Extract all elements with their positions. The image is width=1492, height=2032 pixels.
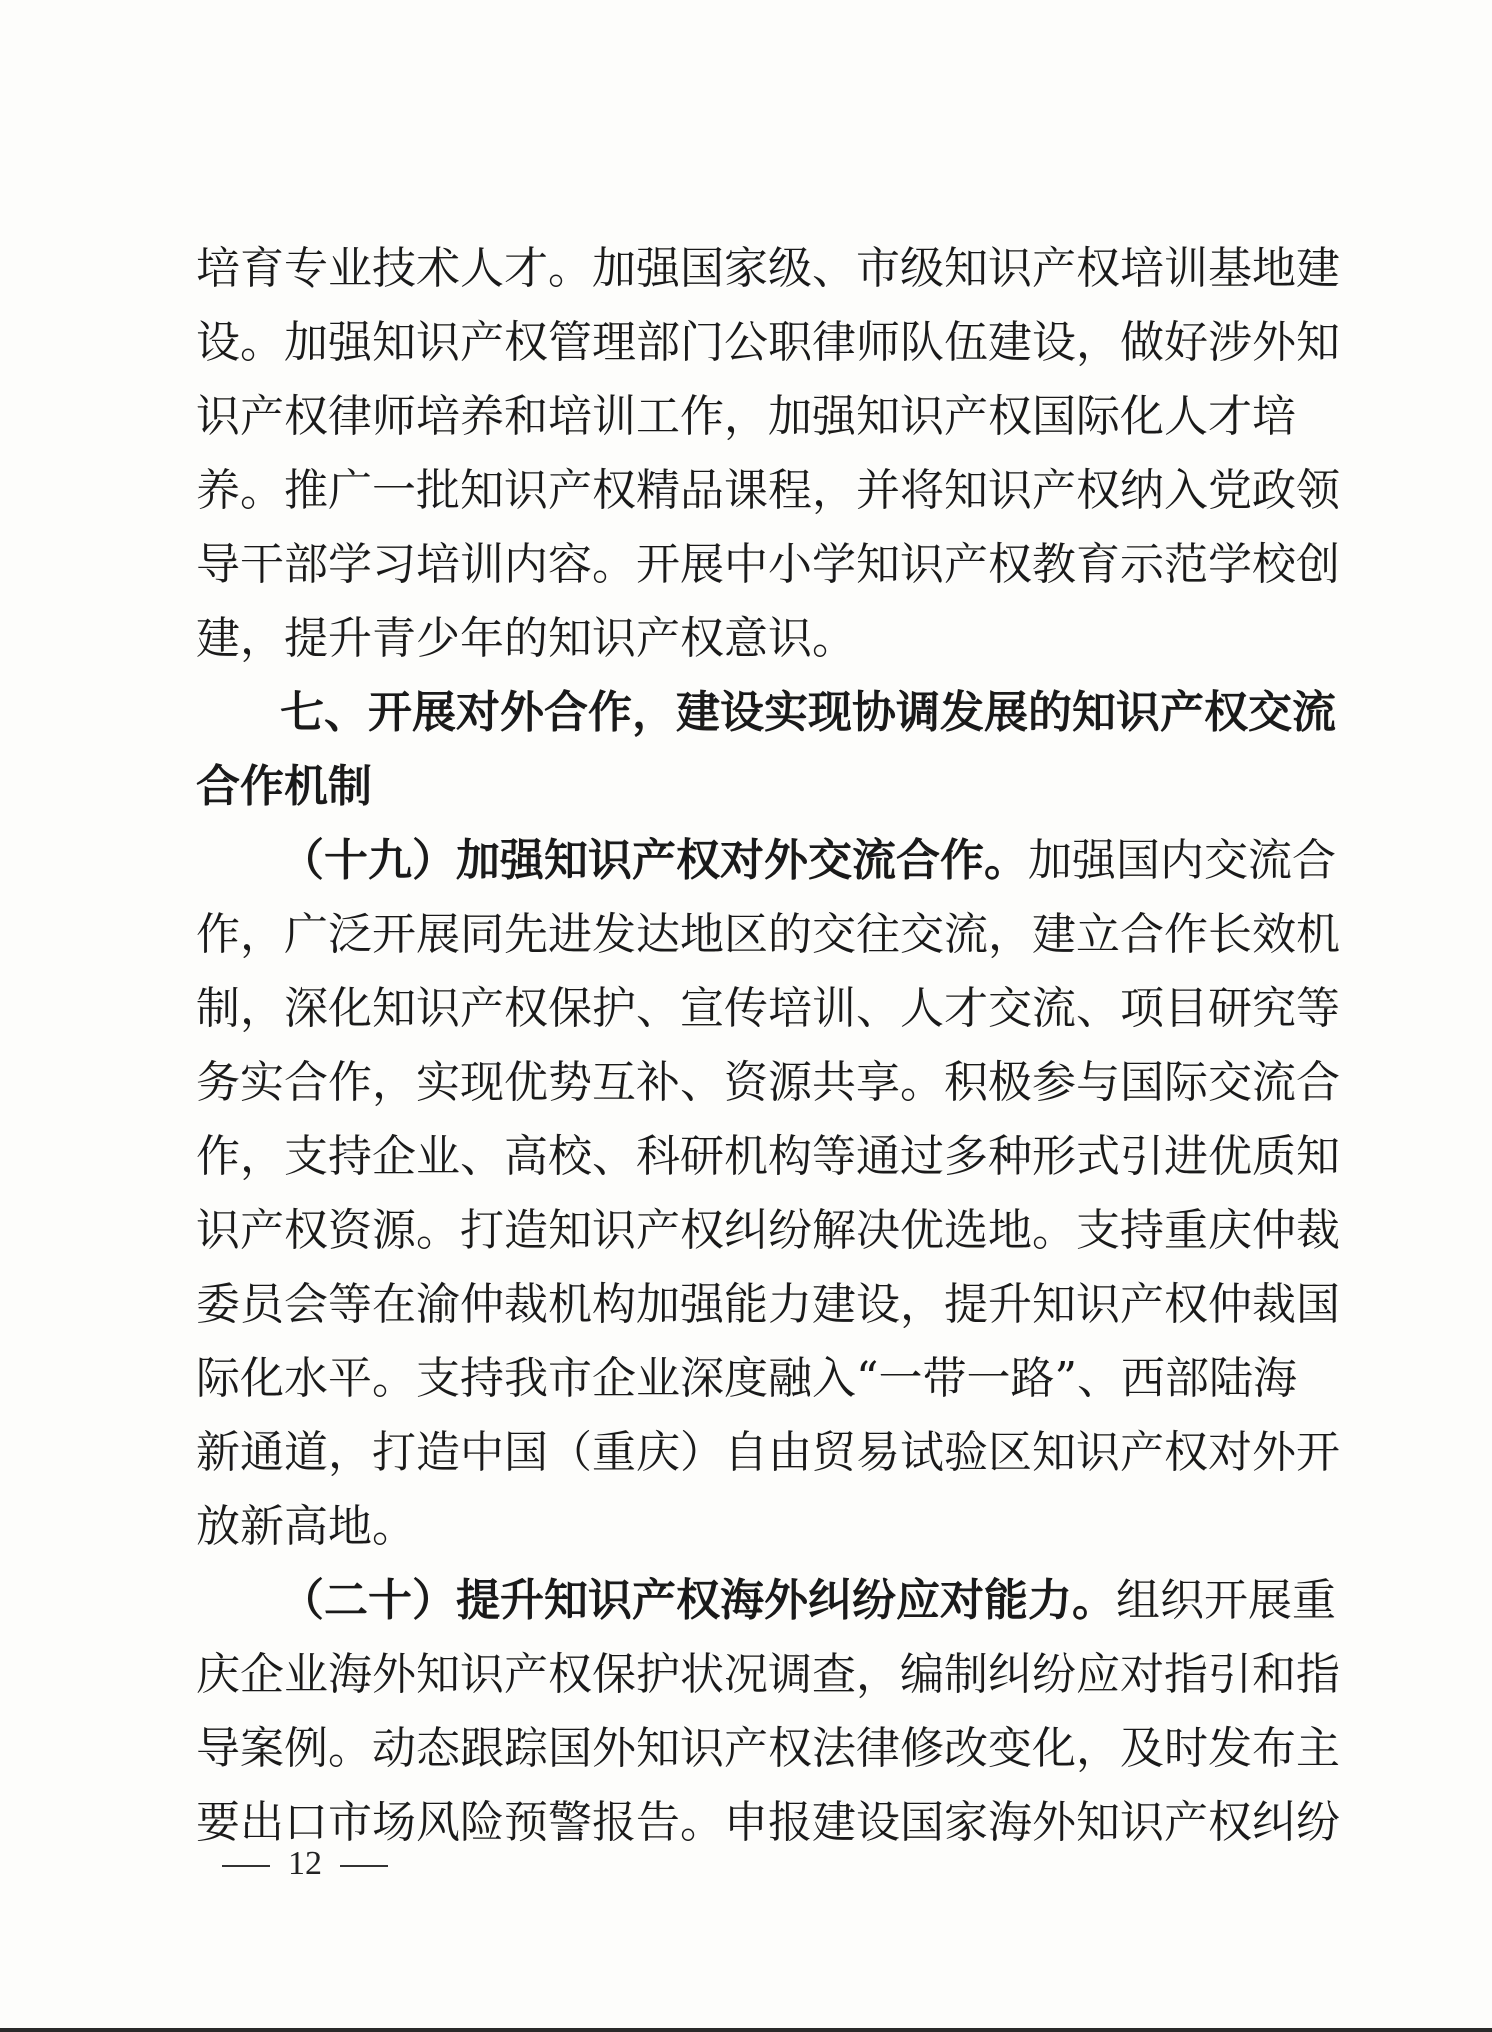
body-line: 导干部学习培训内容。开展中小学知识产权教育示范学校创	[196, 539, 1340, 590]
para19-subtitle: （十九）加强知识产权对外交流合作。	[280, 835, 1028, 886]
body-line: 养。推广一批知识产权精品课程，并将知识产权纳入党政领	[196, 465, 1340, 516]
page-number	[222, 1842, 388, 1886]
body-line: 务实合作，实现优势互补、资源共享。积极参与国际交流合	[196, 1057, 1340, 1108]
body-line: 识产权律师培养和培训工作，加强知识产权国际化人才培	[196, 391, 1296, 442]
para20-subtitle: （二十）提升知识产权海外纠纷应对能力。	[280, 1575, 1116, 1626]
para19-first-line-rest: 加强国内交流合	[1028, 835, 1336, 886]
body-line: 际化水平。支持我市企业深度融入“一带一路”、西部陆海	[196, 1353, 1297, 1404]
body-line: 制，深化知识产权保护、宣传培训、人才交流、项目研究等	[196, 983, 1340, 1034]
body-line: 建，提升青少年的知识产权意识。	[196, 613, 856, 664]
page-number-value: 12	[288, 1845, 322, 1882]
body-line: 要出口市场风险预警报告。申报建设国家海外知识产权纠纷	[196, 1797, 1340, 1848]
para20-first-line	[280, 1564, 1336, 1638]
body-line: 庆企业海外知识产权保护状况调查，编制纠纷应对指引和指	[196, 1649, 1340, 1700]
body-line: 导案例。动态跟踪国外知识产权法律修改变化，及时发布主	[196, 1723, 1340, 1774]
body-line: 作，广泛开展同先进发达地区的交往交流，建立合作长效机	[196, 909, 1340, 960]
body-line: 委员会等在渝仲裁机构加强能力建设，提升知识产权仲裁国	[196, 1279, 1340, 1330]
body-line: 新通道，打造中国（重庆）自由贸易试验区知识产权对外开	[196, 1427, 1340, 1478]
para20-first-line-rest: 组织开展重	[1116, 1575, 1336, 1626]
page-number-dash-left	[222, 1865, 270, 1867]
body-line: 设。加强知识产权管理部门公职律师队伍建设，做好涉外知	[196, 317, 1340, 368]
body-line: 放新高地。	[196, 1501, 416, 1552]
section-heading-cont: 合作机制	[196, 761, 372, 812]
para19-first-line	[280, 824, 1336, 898]
scan-edge	[0, 2028, 1492, 2032]
body-line: 作，支持企业、高校、科研机构等通过多种形式引进优质知	[196, 1131, 1340, 1182]
body-line: 识产权资源。打造知识产权纠纷解决优选地。支持重庆仲裁	[196, 1205, 1340, 1256]
page-number-dash-right	[340, 1865, 388, 1867]
section-heading: 七、开展对外合作，建设实现协调发展的知识产权交流	[280, 687, 1336, 738]
body-line: 培育专业技术人才。加强国家级、市级知识产权培训基地建	[196, 243, 1340, 294]
